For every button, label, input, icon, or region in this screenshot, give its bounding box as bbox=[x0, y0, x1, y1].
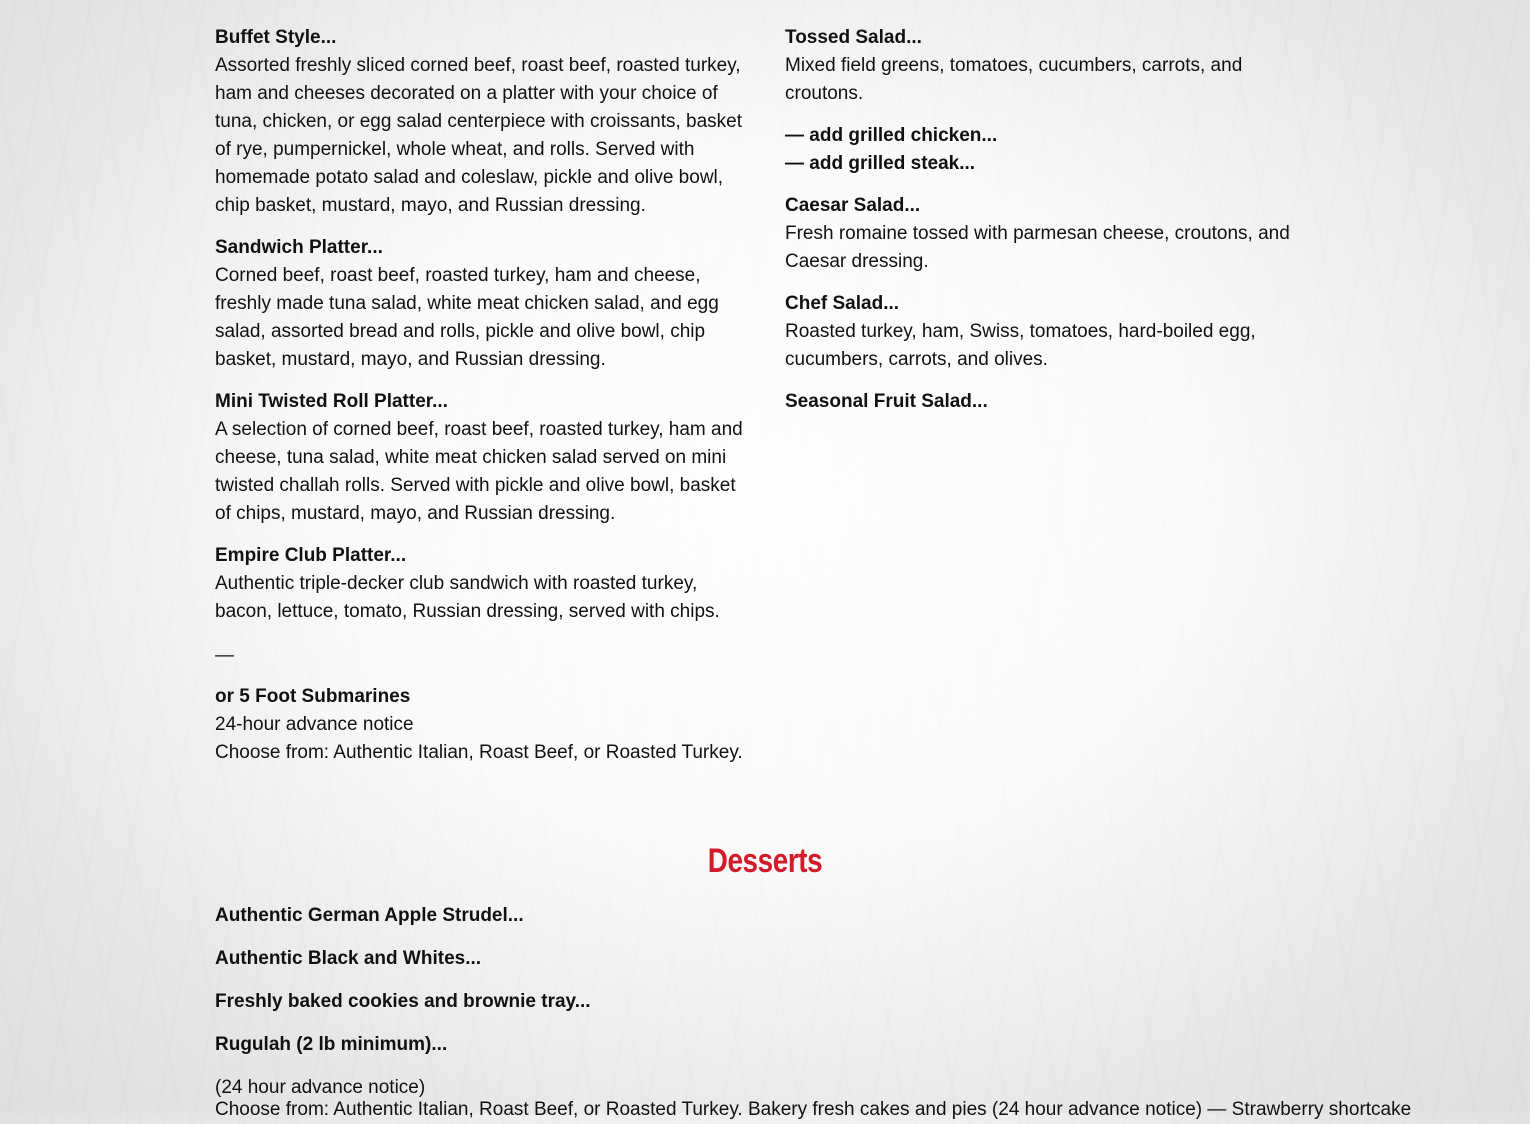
menu-item-empire-club-platter bbox=[215, 542, 750, 626]
menu-item-title: Caesar Salad... bbox=[785, 195, 921, 216]
separator-dash: — bbox=[215, 645, 234, 666]
menu-item-description: Fresh romaine tossed with parmesan cheese, croutons, and Caesar dressing. bbox=[785, 223, 1290, 272]
menu-item-mini-twisted-roll-platter bbox=[215, 388, 750, 528]
menu-item-description: Authentic triple-decker club sandwich with roasted turkey, bacon, lettuce, tomato, Russian dressing, served with chips. bbox=[215, 573, 720, 622]
menu-item-title: Buffet Style... bbox=[215, 27, 337, 48]
dessert-description-cutoff: Choose from: Authentic Italian, Roast Beef, or Roasted Turkey. Bakery fresh cakes and pies (24 hour advance notice) — Strawberry shortcake bbox=[215, 1099, 1412, 1120]
menu-item-caesar-salad bbox=[785, 192, 1315, 276]
desserts-list bbox=[215, 902, 1412, 1124]
menu-item-sandwich-platter bbox=[215, 234, 750, 374]
dessert-item: Authentic German Apple Strudel... bbox=[215, 905, 524, 926]
menu-item-description: A selection of corned beef, roast beef, roasted turkey, ham and cheese, tuna salad, white meat chicken salad served on mini twisted challah rolls. Served with pickle and olive bowl, basket of chips, mustard, mayo, and Russian dressing. bbox=[215, 419, 743, 524]
menu-item-title: Seasonal Fruit Salad... bbox=[785, 391, 988, 412]
menu-item-title: Chef Salad... bbox=[785, 293, 900, 314]
advance-notice: (24 hour advance notice) bbox=[215, 1077, 426, 1098]
salad-addons bbox=[785, 122, 1315, 178]
desserts-heading: Desserts bbox=[707, 842, 823, 880]
menu-item-description: Corned beef, roast beef, roasted turkey, ham and cheese, freshly made tuna salad, white meat chicken salad, and egg salad, assorted bread and rolls, pickle and olive bowl, chip basket, mustard, mayo, and Russian dressing. bbox=[215, 265, 719, 370]
menu-item-title: Empire Club Platter... bbox=[215, 545, 407, 566]
menu-item-description: Mixed field greens, tomatoes, cucumbers, carrots, and croutons. bbox=[785, 55, 1243, 104]
advance-notice: 24-hour advance notice bbox=[215, 714, 414, 735]
dessert-item: Freshly baked cookies and brownie tray... bbox=[215, 991, 591, 1012]
menu-item-seasonal-fruit-salad bbox=[785, 388, 1315, 416]
menu-left-column bbox=[215, 24, 750, 781]
menu-item-title: Mini Twisted Roll Platter... bbox=[215, 391, 448, 412]
menu-item-5-foot-submarines bbox=[215, 683, 750, 767]
submarine-choices: Choose from: Authentic Italian, Roast Beef, or Roasted Turkey. bbox=[215, 742, 743, 763]
menu-item-chef-salad bbox=[785, 290, 1315, 374]
menu-right-column bbox=[785, 24, 1315, 430]
dessert-item: Rugulah (2 lb minimum)... bbox=[215, 1034, 448, 1055]
menu-item-buffet-style bbox=[215, 24, 750, 220]
menu-item-description: Assorted freshly sliced corned beef, roast beef, roasted turkey, ham and cheeses decorated on a platter with your choice of tuna, chicken, or egg salad centerpiece with croissants, basket of rye, pumpernickel, whole wheat, and rolls. Served with homemade potato salad and coleslaw, pickle and olive bowl, chip basket, mustard, mayo, and Russian dressing. bbox=[215, 55, 743, 216]
menu-item-title: Tossed Salad... bbox=[785, 27, 922, 48]
menu-item-title: or 5 Foot Submarines bbox=[215, 686, 411, 707]
menu-item-title: Sandwich Platter... bbox=[215, 237, 383, 258]
menu-item-description: Roasted turkey, ham, Swiss, tomatoes, hard-boiled egg, cucumbers, carrots, and olives. bbox=[785, 321, 1256, 370]
addon-grilled-steak: — add grilled steak... bbox=[785, 153, 976, 174]
addon-grilled-chicken: — add grilled chicken... bbox=[785, 125, 998, 146]
menu-item-tossed-salad bbox=[785, 24, 1315, 108]
dessert-item: Authentic Black and Whites... bbox=[215, 948, 482, 969]
